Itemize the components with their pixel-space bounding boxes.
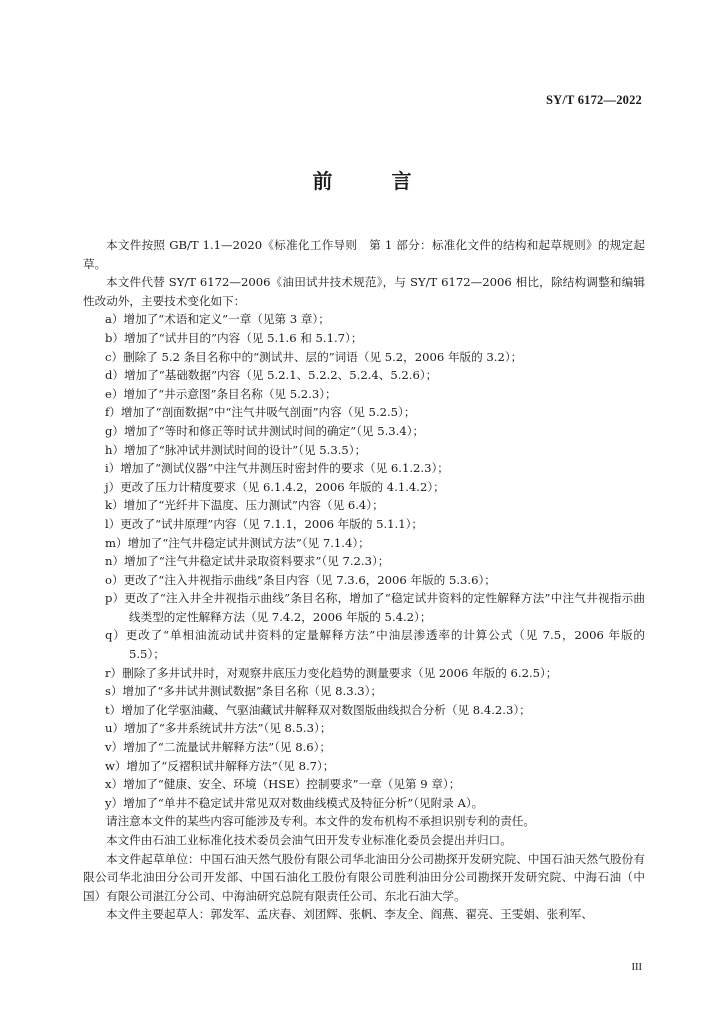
drafting-units-paragraph: 本文件起草单位：中国石油天然气股份有限公司华北油田分公司勘探开发研究院、中国石油天然气股份有限公司华北油田分公司开发部、中国石油化工股份有限公司胜利油田分公司勘探开发研究院、中海石油（中国）有限公司湛江分公司、中海油研究总院有限责任公司、东北石油大学。 (83, 851, 645, 903)
page-number: III (631, 962, 642, 973)
change-item: y）增加了“单井不稳定试井常见双对数曲线模式及特征分析”（见附录 A）。 (105, 795, 484, 810)
change-item: a）增加了“术语和定义”一章（见第 3 章）； (105, 312, 330, 327)
change-item: g）增加了“等时和修正等时试井测试时间的确定”（见 5.3.4）； (105, 423, 425, 438)
intro-paragraph-2: 本文件代替 SY/T 6172—2006《油田试井技术规范》，与 SY/T 6172—2006 相比，除结构调整和编辑性改动外，主要技术变化如下： (83, 275, 645, 308)
technical-changes-list (83, 310, 645, 812)
change-item: f）增加了“剖面数据”中“注气井吸气剖面”内容（见 5.2.5）； (105, 405, 416, 420)
change-item: x）增加了“健康、安全、环境（HSE）控制要求”一章（见第 9 章）； (105, 777, 461, 792)
patent-notice-paragraph: 请注意本文件的某些内容可能涉及专利。本文件的发布机构不承担识别专利的责任。 (106, 814, 535, 829)
change-item: m）增加了“注气井稳定试井测试方法”（见 7.1.4）； (105, 535, 370, 550)
page-title: 前 言 (312, 169, 438, 193)
change-item: o）更改了“注入井视指示曲线”条目内容（见 7.3.6，2006 年版的 5.3.6）； (105, 572, 496, 587)
proposer-paragraph: 本文件由石油工业标准化技术委员会油气田开发专业标准化委员会提出并归口。 (106, 833, 512, 847)
change-item: s）增加了“多井试井测试数据”条目名称（见 8.3.3）； (105, 684, 383, 699)
intro-paragraph-1: 本文件按照 GB/T 1.1—2020《标准化工作导则 第 1 部分：标准化文件的结构和起草规则》的规定起草。 (83, 238, 645, 271)
change-item: v）增加了“二流量试井解释方法”（见 8.6）； (105, 740, 332, 755)
change-item: c）删除了 5.2 条目名称中的“测试井、层的”词语（见 5.2，2006 年版的 3.2）； (105, 349, 523, 364)
drafters-paragraph: 本文件主要起草人：郭发军、孟庆春、刘团辉、张帆、李友全、阎燕、翟亮、王雯娟、张利军、 (106, 907, 593, 922)
document-body (83, 236, 645, 924)
change-item: q）更改了“单相油流动试井资料的定量解释方法”中油层渗透率的计算公式（见 7.5，2006 年版的 5.5）； (105, 628, 645, 662)
change-item: u）增加了“多井系统试井方法”（见 8.5.3）； (105, 721, 332, 736)
change-item: w）增加了“反褶积试井解释方法”（见 8.7）； (105, 758, 335, 773)
change-item: t）增加了化学驱油藏、气驱油藏试井解释双对数图版曲线拟合分析（见 8.4.2.3）； (105, 702, 531, 717)
standard-code: SY/T 6172—2022 (546, 93, 642, 107)
change-item: j）更改了压力计精度要求（见 6.1.4.2，2006 年版的 4.1.4.2）； (105, 479, 445, 494)
change-item: r）删除了多井试井时，对观察井底压力变化趋势的测量要求（见 2006 年版的 6.2.5）； (105, 665, 558, 680)
change-item: b）增加了“试井目的”内容（见 5.1.6 和 5.1.7）； (105, 330, 363, 345)
change-item: i）增加了“测试仪器”中注气井测压时密封件的要求（见 6.1.2.3）； (105, 461, 449, 476)
change-item: k）增加了“光纤井下温度、压力测试”内容（见 6.4）； (105, 498, 384, 513)
change-item: n）增加了“注气井稳定试井录取资料要求”（见 7.2.3）； (105, 554, 390, 569)
change-item: l）更改了“试井原理”内容（见 7.1.1，2006 年版的 5.1.1）； (105, 516, 424, 531)
change-item: d）增加了“基础数据”内容（见 5.2.1、5.2.2、5.2.4、5.2.6）； (105, 368, 438, 383)
change-item: h）增加了“脉冲试井测试时间的设计”（见 5.3.5）； (105, 442, 367, 457)
change-item: e）增加了“井示意图”条目名称（见 5.2.3）； (105, 386, 337, 401)
change-item: p）更改了“注入井全井视指示曲线”条目名称，增加了“稳定试井资料的定性解释方法”中注气井视指示曲线类型的定性解释方法（见 7.4.2，2006 年版的 5.4.2）； (105, 591, 645, 624)
